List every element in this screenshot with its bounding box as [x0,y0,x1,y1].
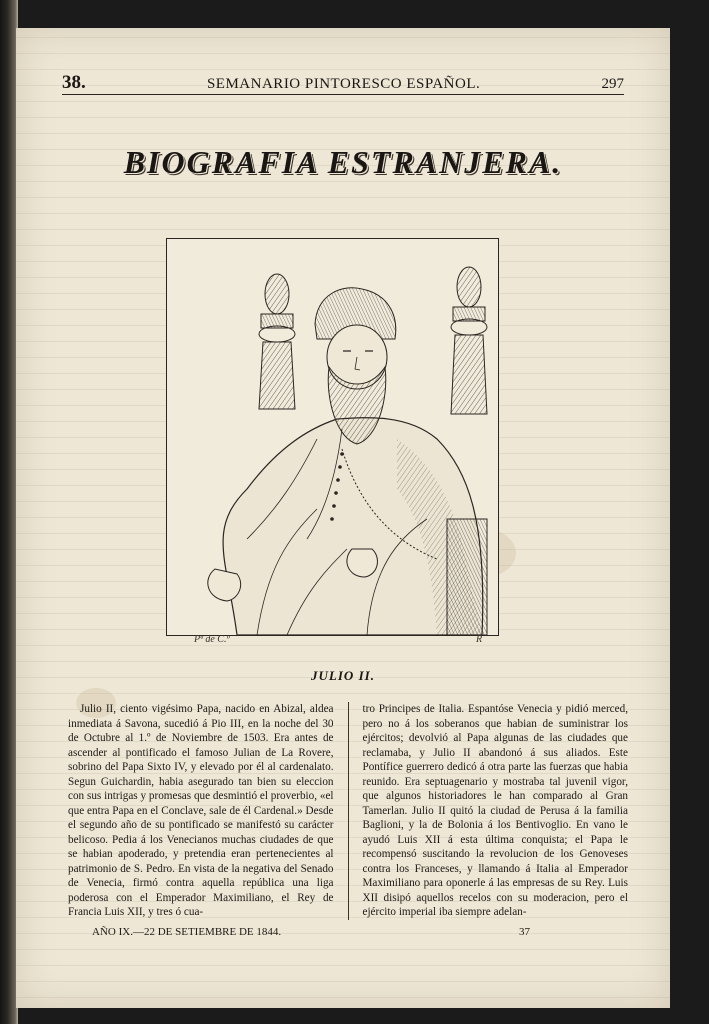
left-column [68,702,334,920]
column-divider [348,702,349,920]
document-page [16,28,670,1008]
portrait-engraving [166,238,499,636]
footer-signature-mark: 37 [519,926,530,938]
page-number: 297 [601,76,624,92]
engraver-signature: Pª de C.º [194,634,230,645]
page-footer [92,926,530,938]
page-header [62,72,624,95]
running-head: SEMANARIO PINTORESCO ESPAÑOL. [206,76,481,92]
pope-portrait-illustration [167,239,498,635]
engraver-mark: R [476,634,483,645]
footer-date-line: AÑO IX.—22 DE SETIEMBRE DE 1844. [92,926,282,938]
article-body [68,702,628,920]
right-column [362,702,628,920]
left-column-text: Julio II, ciento vigésimo Papa, nacido en Abizal, aldea inmediata á Savona, sucedió á Pio III, en la noche del 30 de Octubre al 1.º de Noviembre de 1503. Era antes de ascender al pontificado el famoso Julian de La Rovere, sobrino del Papa Sixto IV, y elevado por él al cardenalato. Segun Guichardin, habia asegurado tan bien su eleccion con sus intrigas y promesas que desmintió el proverbio, «el que entra Papa en el Conclave, sale de él Cardenal.» Desde el segundo año de su pontificado se manifestó su carácter belicoso. Pedia á los Venecianos muchas ciudades de que se habian apoderado, y pretendia eran pertenecientes al patrimonio de S. Pedro. En vista de la negativa del Senado de Venecia, firmó contra aquella república una liga poderosa con el Emperador Maximiliano, el Rey de Francia Luis XII, y tres ó cua- [68,703,334,918]
chair-left-finial [259,274,295,409]
issue-number: 38. [62,72,86,93]
chair-right-finial [451,267,487,414]
section-title: BIOGRAFIA ESTRANJERA. [123,144,563,180]
portrait-caption: JULIO II. [311,668,375,683]
right-column-text: tro Principes de Italia. Espantóse Venecia y pidió merced, pero no á los soberanos que habian de suministrar los ejércitos; devolvió al Papa algunas de las ciudades que reclamaba, y Julio II abandonó á sus aliados. Este Pontífice guerrero dedicó á otra parte las fuerzas que habia reunido. Era septuagenario y mostraba tal juvenil vigor, que algunos historiadores le han comparado al Gran Tamerlan. Julio II quitó la ciudad de Perusa á la familia Baglioni, y la de Bolonia á los Bentivoglio. En vano le ayudó Luis XII á esta última conquista; el Papa le recompensó suscitando la revolucion de los Genoveses contra los Franceses, y llamando á Italia al Emperador Maximiliano para oponerle á las empresas de su Rey. Luis XII disipó aquellos recelos con su moderacion, pero el ejército imperial iba siempre adelan- [362,703,628,918]
